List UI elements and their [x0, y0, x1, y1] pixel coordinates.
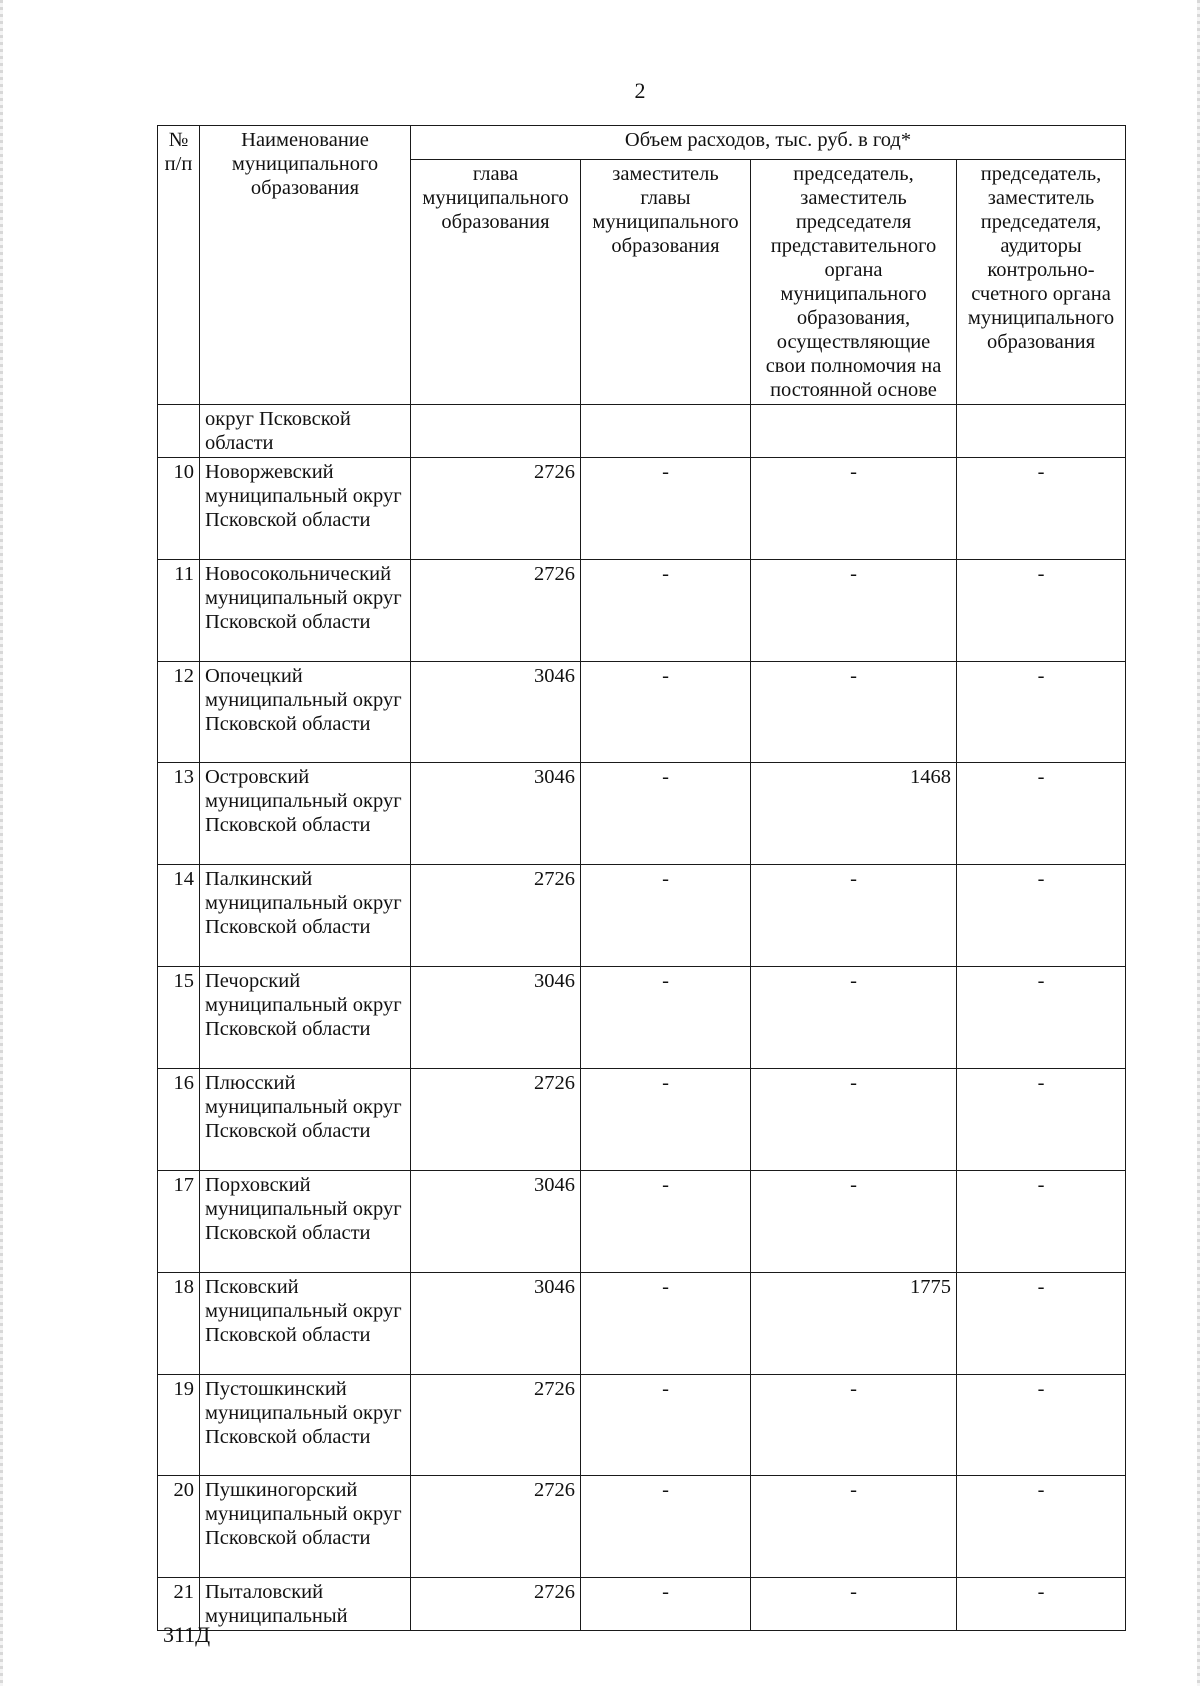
header-sub-head: глава муниципального образования [411, 160, 581, 405]
row-value: 1468 [751, 763, 957, 865]
row-value: 2726 [411, 560, 581, 662]
row-name: округ Псковской области [200, 405, 411, 458]
row-value: - [957, 560, 1126, 662]
row-num: 17 [158, 1171, 200, 1273]
row-num: 12 [158, 662, 200, 763]
row-value: 3046 [411, 1273, 581, 1375]
row-value: 2726 [411, 1578, 581, 1631]
row-value: 3046 [411, 763, 581, 865]
row-value: - [957, 458, 1126, 560]
table-row [158, 1476, 1126, 1578]
header-sub-audit: председатель, заместитель председателя, аудиторы контрольно-счетного органа муниципального образования [957, 160, 1126, 405]
row-value: - [581, 763, 751, 865]
table-row [158, 865, 1126, 967]
table-row [158, 1171, 1126, 1273]
row-value: - [581, 458, 751, 560]
row-value: - [751, 458, 957, 560]
row-name: Псковский муниципальный округ Псковской области [200, 1273, 411, 1375]
continuation-row [158, 405, 1126, 458]
row-name: Порховский муниципальный округ Псковской области [200, 1171, 411, 1273]
scan-edge-left [0, 0, 3, 1686]
row-value: - [751, 1578, 957, 1631]
row-value: - [581, 1171, 751, 1273]
row-value: 2726 [411, 1069, 581, 1171]
row-value [751, 405, 957, 458]
row-value: - [581, 560, 751, 662]
table-row [158, 662, 1126, 763]
row-num: 15 [158, 967, 200, 1069]
row-num: 13 [158, 763, 200, 865]
row-value: - [751, 1476, 957, 1578]
row-value: 3046 [411, 662, 581, 763]
row-value: - [957, 763, 1126, 865]
row-value: - [581, 1273, 751, 1375]
row-value: - [751, 1069, 957, 1171]
row-value: - [957, 865, 1126, 967]
row-value: - [581, 1375, 751, 1476]
header-sub-deputy: заместитель главы муниципального образования [581, 160, 751, 405]
row-value: - [957, 1069, 1126, 1171]
table-row [158, 560, 1126, 662]
header-name: Наименование муниципального образования [200, 126, 411, 405]
header-row-main [158, 126, 1126, 160]
row-num: 20 [158, 1476, 200, 1578]
table-row [158, 763, 1126, 865]
table-row [158, 1069, 1126, 1171]
row-value: 2726 [411, 1375, 581, 1476]
row-value: - [957, 662, 1126, 763]
row-value: 3046 [411, 967, 581, 1069]
expense-table [157, 125, 1126, 1631]
row-value: - [751, 967, 957, 1069]
row-value: 2726 [411, 1476, 581, 1578]
row-name: Пыталовский муниципальный [200, 1578, 411, 1631]
row-value: - [581, 865, 751, 967]
row-value [581, 405, 751, 458]
row-num: 11 [158, 560, 200, 662]
row-value: - [957, 1171, 1126, 1273]
row-value: - [581, 1069, 751, 1171]
row-num: 18 [158, 1273, 200, 1375]
row-name: Новоржевский муниципальный округ Псковской области [200, 458, 411, 560]
header-num: № п/п [158, 126, 200, 405]
row-num: 10 [158, 458, 200, 560]
row-value: - [957, 967, 1126, 1069]
row-name: Плюсский муниципальный округ Псковской области [200, 1069, 411, 1171]
row-value: - [751, 1375, 957, 1476]
table-row [158, 967, 1126, 1069]
row-value: 2726 [411, 865, 581, 967]
header-sub-council: председатель, заместитель председателя представительного органа муниципального образования, осуществляющие свои полномочия на постоянной основе [751, 160, 957, 405]
row-name: Новосокольнический муниципальный округ Псковской области [200, 560, 411, 662]
row-value: 3046 [411, 1171, 581, 1273]
row-num: 19 [158, 1375, 200, 1476]
row-value: - [957, 1578, 1126, 1631]
table-row [158, 1273, 1126, 1375]
row-name: Палкинский муниципальный округ Псковской области [200, 865, 411, 967]
table-row [158, 458, 1126, 560]
row-name: Пустошкинский муниципальный округ Псковской области [200, 1375, 411, 1476]
row-value: 1775 [751, 1273, 957, 1375]
row-value: - [751, 865, 957, 967]
row-value: - [751, 662, 957, 763]
row-name: Опочецкий муниципальный округ Псковской области [200, 662, 411, 763]
row-value: - [581, 1578, 751, 1631]
table-body [158, 405, 1126, 1631]
header-group: Объем расходов, тыс. руб. в год* [411, 126, 1126, 160]
row-value: - [581, 967, 751, 1069]
row-value: - [581, 662, 751, 763]
row-name: Островский муниципальный округ Псковской области [200, 763, 411, 865]
row-value: - [751, 560, 957, 662]
row-value: - [957, 1273, 1126, 1375]
row-name: Пушкиногорский муниципальный округ Псковской области [200, 1476, 411, 1578]
row-value: 2726 [411, 458, 581, 560]
row-value: - [581, 1476, 751, 1578]
row-value [411, 405, 581, 458]
row-value: - [957, 1375, 1126, 1476]
row-num [158, 405, 200, 458]
row-value [957, 405, 1126, 458]
row-name: Печорский муниципальный округ Псковской области [200, 967, 411, 1069]
row-num: 21 [158, 1578, 200, 1631]
row-num: 16 [158, 1069, 200, 1171]
table-row [158, 1375, 1126, 1476]
row-value: - [957, 1476, 1126, 1578]
row-num: 14 [158, 865, 200, 967]
table-row [158, 1578, 1126, 1631]
row-value: - [751, 1171, 957, 1273]
document-code: 311Д [163, 1622, 211, 1647]
page-number: 2 [634, 78, 646, 103]
